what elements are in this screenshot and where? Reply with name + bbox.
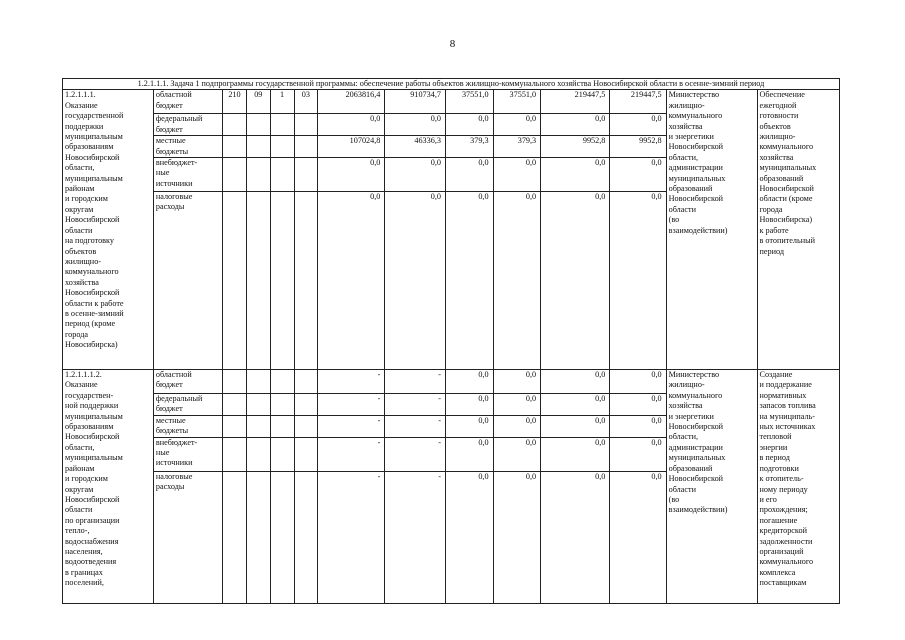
- amount-cell: 107024,8: [318, 136, 385, 158]
- page-number: 8: [449, 38, 456, 50]
- amount-cell: 0,0: [541, 394, 610, 416]
- grbs-code: [223, 136, 247, 158]
- amount-cell: 0,0: [445, 437, 493, 471]
- amount-cell: -: [385, 437, 446, 471]
- amount-cell: -: [318, 415, 385, 437]
- amount-cell: 2063816,4: [318, 90, 385, 114]
- amount-cell: -: [318, 471, 385, 603]
- amount-cell: 219447,5: [541, 90, 610, 114]
- program-table: [62, 78, 840, 604]
- funding-source: областной бюджет: [153, 90, 222, 114]
- executor: Министерство жилищно- коммунального хозяйства и энергетики Новосибирской области, администрации муниципальных образований Новосибирской области (во взаимодействии): [666, 370, 757, 604]
- funding-source: внебюджет- ные источники: [153, 437, 222, 471]
- grbs-code: [223, 370, 247, 394]
- section-code: [246, 114, 270, 136]
- amount-cell: 0,0: [385, 158, 446, 192]
- amount-cell: 37551,0: [493, 90, 541, 114]
- amount-cell: 0,0: [445, 370, 493, 394]
- item-code: [294, 192, 318, 370]
- executor: Министерство жилищно- коммунального хозяйства и энергетики Новосибирской области, администрации муниципальных образований Новосибирской области (во взаимодействии): [666, 90, 757, 370]
- amount-cell: 0,0: [610, 437, 666, 471]
- amount-cell: -: [318, 394, 385, 416]
- amount-cell: 0,0: [541, 471, 610, 603]
- program-code: 1: [270, 90, 294, 114]
- program-code: [270, 394, 294, 416]
- amount-cell: 0,0: [385, 114, 446, 136]
- amount-cell: 0,0: [445, 114, 493, 136]
- program-code: [270, 437, 294, 471]
- amount-cell: 0,0: [610, 415, 666, 437]
- item-code: [294, 114, 318, 136]
- amount-cell: 0,0: [445, 192, 493, 370]
- amount-cell: 0,0: [610, 394, 666, 416]
- item-code: [294, 471, 318, 603]
- table-row: [63, 90, 840, 114]
- grbs-code: 210: [223, 90, 247, 114]
- measure-description: 1.2.1.1.1.2. Оказание государствен- ной поддержки муниципальным образованиям Новосибирской области, муниципальным районам и городским округам Новосибирской области по организации тепло-, водоснабжения населения, водоотведения в границах поселений,: [63, 370, 154, 604]
- amount-cell: 0,0: [610, 471, 666, 603]
- amount-cell: 910734,7: [385, 90, 446, 114]
- amount-cell: 219447,5: [610, 90, 666, 114]
- amount-cell: 0,0: [493, 415, 541, 437]
- amount-cell: 0,0: [493, 158, 541, 192]
- amount-cell: 0,0: [610, 370, 666, 394]
- grbs-code: [223, 114, 247, 136]
- amount-cell: 0,0: [493, 437, 541, 471]
- section-code: [246, 136, 270, 158]
- funding-source: областной бюджет: [153, 370, 222, 394]
- program-code: [270, 370, 294, 394]
- amount-cell: 0,0: [318, 158, 385, 192]
- task-header: 1.2.1.1.1. Задача 1 подпрограммы государственной программы: обеспечение работы объектов жилищно-коммунального хозяйства Новосибирской области в осенне-зимний период: [63, 79, 840, 90]
- program-code: [270, 415, 294, 437]
- task-header-row: [63, 79, 840, 90]
- section-code: [246, 158, 270, 192]
- amount-cell: 0,0: [493, 471, 541, 603]
- amount-cell: 0,0: [385, 192, 446, 370]
- amount-cell: 37551,0: [445, 90, 493, 114]
- funding-source: местные бюджеты: [153, 136, 222, 158]
- grbs-code: [223, 471, 247, 603]
- program-code: [270, 114, 294, 136]
- grbs-code: [223, 158, 247, 192]
- amount-cell: 379,3: [493, 136, 541, 158]
- funding-source: внебюджет- ные источники: [153, 158, 222, 192]
- expected-result: Обеспечение ежегодной готовности объектов жилищно- коммунального хозяйства муниципальных образований Новосибирской области (кроме города Новосибирска) к работе в отопительный период: [757, 90, 840, 370]
- item-code: [294, 394, 318, 416]
- amount-cell: 379,3: [445, 136, 493, 158]
- program-code: [270, 136, 294, 158]
- amount-cell: 0,0: [493, 114, 541, 136]
- amount-cell: 0,0: [445, 158, 493, 192]
- item-code: [294, 136, 318, 158]
- amount-cell: 0,0: [318, 114, 385, 136]
- amount-cell: 0,0: [445, 471, 493, 603]
- funding-source: федеральный бюджет: [153, 394, 222, 416]
- amount-cell: -: [385, 394, 446, 416]
- amount-cell: -: [385, 471, 446, 603]
- grbs-code: [223, 437, 247, 471]
- grbs-code: [223, 415, 247, 437]
- section-code: [246, 394, 270, 416]
- item-code: [294, 370, 318, 394]
- section-code: [246, 192, 270, 370]
- amount-cell: 0,0: [541, 114, 610, 136]
- amount-cell: -: [385, 370, 446, 394]
- section-code: [246, 471, 270, 603]
- amount-cell: 0,0: [541, 370, 610, 394]
- program-code: [270, 471, 294, 603]
- program-code: [270, 158, 294, 192]
- funding-source: налоговые расходы: [153, 192, 222, 370]
- amount-cell: 0,0: [493, 370, 541, 394]
- item-code: [294, 158, 318, 192]
- amount-cell: 0,0: [493, 394, 541, 416]
- amount-cell: 0,0: [493, 192, 541, 370]
- expected-result: Создание и поддержание нормативных запасов топлива на муниципаль- ных источниках тепловой энергии в период подготовки к отопитель- ному периоду и его прохождения; погашение кредиторской задолженности организаций коммунального комплекса поставщикам: [757, 370, 840, 604]
- grbs-code: [223, 192, 247, 370]
- funding-source: федеральный бюджет: [153, 114, 222, 136]
- item-code: [294, 415, 318, 437]
- amount-cell: 9952,8: [610, 136, 666, 158]
- section-code: [246, 437, 270, 471]
- section-code: [246, 370, 270, 394]
- amount-cell: 0,0: [541, 192, 610, 370]
- section-code: [246, 415, 270, 437]
- amount-cell: 0,0: [445, 394, 493, 416]
- item-code: [294, 437, 318, 471]
- section-code: 09: [246, 90, 270, 114]
- amount-cell: 0,0: [541, 415, 610, 437]
- amount-cell: 9952,8: [541, 136, 610, 158]
- amount-cell: 0,0: [541, 437, 610, 471]
- funding-source: местные бюджеты: [153, 415, 222, 437]
- amount-cell: 0,0: [541, 158, 610, 192]
- amount-cell: -: [318, 370, 385, 394]
- program-code: [270, 192, 294, 370]
- item-code: 03: [294, 90, 318, 114]
- amount-cell: -: [318, 437, 385, 471]
- funding-source: налоговые расходы: [153, 471, 222, 603]
- amount-cell: 0,0: [610, 192, 666, 370]
- table-row: [63, 370, 840, 394]
- amount-cell: -: [385, 415, 446, 437]
- amount-cell: 0,0: [318, 192, 385, 370]
- amount-cell: 0,0: [610, 158, 666, 192]
- amount-cell: 0,0: [445, 415, 493, 437]
- amount-cell: 46336,3: [385, 136, 446, 158]
- grbs-code: [223, 394, 247, 416]
- amount-cell: 0,0: [610, 114, 666, 136]
- measure-description: 1.2.1.1.1. Оказание государственной поддержки муниципальным образованиям Новосибирской области, муниципальным районам и городским округам Новосибирской области на подготовку объектов жилищно- коммунального хозяйства Новосибирской области к работе в осенне-зимний период (кроме города Новосибирска): [63, 90, 154, 370]
